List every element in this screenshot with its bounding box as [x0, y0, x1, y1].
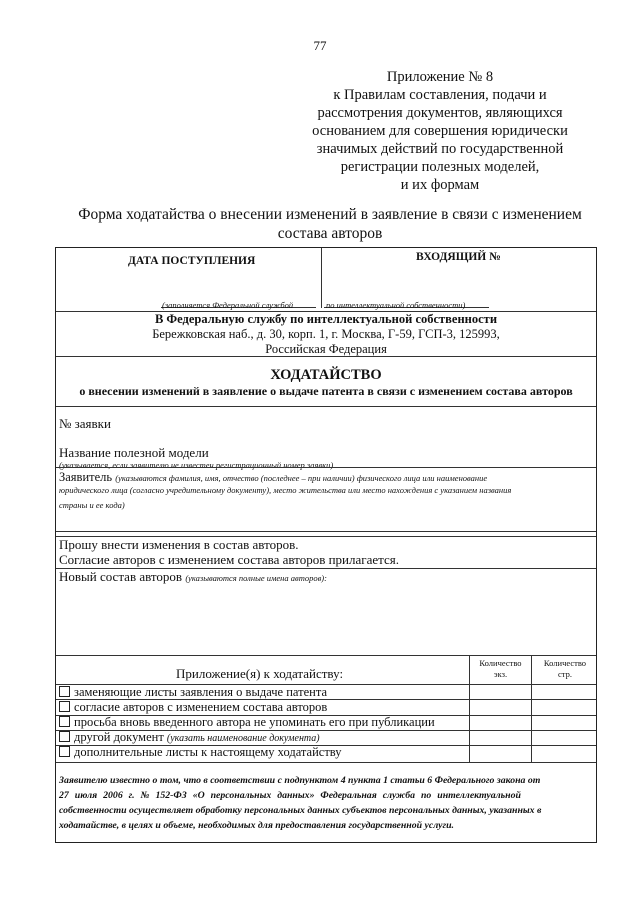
consent-notice-line: Заявителю известно о том, что в соответствии с подпунктом 4 пункта 1 статьи 6 Федерального закона от: [59, 775, 541, 786]
form-title-line: Форма ходатайства о внесении изменений в заявление в связи с изменением: [78, 206, 582, 223]
incoming-number-label: ВХОДЯЩИЙ №: [416, 251, 501, 263]
section-divider: [56, 356, 596, 357]
appendix-line: основанием для совершения юридически: [312, 123, 568, 139]
copies-column-header: Количество: [479, 658, 522, 668]
other-document-note: (указать наименование документа): [166, 733, 320, 744]
service-note-right: по интеллектуальной собственности): [326, 300, 466, 310]
appendix-heading: [290, 68, 590, 194]
attachment-item[interactable]: [59, 685, 327, 700]
application-number-field[interactable]: № заявки: [59, 416, 111, 431]
attachment-label: дополнительные листы к настоящему ходатайству: [74, 745, 342, 759]
header-divider: [321, 248, 322, 308]
address-country: Российская Федерация: [265, 342, 387, 356]
checkbox[interactable]: [59, 686, 70, 697]
appendix-line: рассмотрения документов, являющихся: [317, 105, 563, 121]
section-divider: [56, 531, 596, 532]
new-authors-note: (указываются полные имена авторов):: [185, 573, 327, 583]
appendix-line: и их формам: [400, 177, 480, 193]
attachment-item[interactable]: [59, 715, 435, 730]
model-name-note: (указывается, если заявителю не известен регистрационный номер заявки): [59, 460, 334, 470]
petition-form: [55, 247, 597, 843]
applicant-note: (указываются фамилия, имя, отчество (последнее – при наличии) физического лица или наименование: [115, 473, 488, 483]
form-title-line: состава авторов: [277, 225, 383, 242]
date-received-label: ДАТА ПОСТУПЛЕНИЯ: [128, 255, 256, 267]
attachment-label: просьба вновь введенного автора не упоминать его при публикации: [74, 715, 435, 729]
checkbox[interactable]: [59, 746, 70, 757]
applicant-label: Заявитель: [59, 470, 113, 484]
attachment-label: согласие авторов с изменением состава авторов: [74, 700, 328, 714]
appendix-line: регистрации полезных моделей,: [340, 159, 540, 175]
attachment-item[interactable]: [59, 745, 342, 760]
new-authors-field[interactable]: [59, 569, 327, 585]
page-number: 77: [313, 38, 327, 53]
address-street: Бережковская наб., д. 30, корп. 1, г. Москва, Г-59, ГСП-3, 125993,: [152, 327, 500, 341]
form-title: [60, 205, 600, 243]
checkbox[interactable]: [59, 731, 70, 742]
request-text: Прошу внести изменения в состав авторов.: [59, 537, 299, 552]
appendix-line: Приложение № 8: [386, 69, 494, 85]
section-divider: [56, 467, 596, 468]
section-divider: [56, 762, 596, 763]
consent-text: Согласие авторов с изменением состава авторов прилагается.: [59, 552, 399, 567]
attachment-item[interactable]: [59, 730, 320, 745]
consent-notice-line: 27 июля 2006 г. № 152-ФЗ «О персональных данных» Федеральная служба по интеллектуальной: [59, 790, 521, 801]
appendix-line: к Правилам составления, подачи и: [333, 87, 547, 103]
section-divider: [56, 406, 596, 407]
petition-subtitle: о внесении изменений в заявление о выдаче патента в связи с изменением состава авторов: [79, 384, 573, 398]
pages-column-header: стр.: [558, 669, 572, 679]
service-note-left: (заполняется Федеральной службой: [162, 300, 294, 310]
section-divider: [56, 655, 596, 656]
consent-notice-line: ходатайстве, в целях и объеме, необходимых для предоставления государственной услуги.: [59, 820, 455, 831]
attachment-label: другой документ: [74, 730, 164, 744]
applicant-note: юридического лица (согласно учредительному документу), место жительства или место нахождения с указанием названия: [59, 485, 512, 495]
applicant-field[interactable]: [59, 470, 487, 485]
attachment-label: заменяющие листы заявления о выдаче патента: [74, 685, 328, 699]
new-authors-label: Новый состав авторов: [59, 569, 183, 584]
attachments-header: Приложение(я) к ходатайству:: [176, 666, 344, 681]
address-recipient: В Федеральную службу по интеллектуальной собственности: [154, 312, 498, 326]
checkbox[interactable]: [59, 716, 70, 727]
utility-model-name-field[interactable]: Название полезной модели: [59, 445, 209, 460]
checkbox[interactable]: [59, 701, 70, 712]
consent-notice-line: собственности осуществляет обработку персональных данных субъектов персональных данных, указанных в: [59, 805, 542, 816]
copies-column-header: экз.: [493, 669, 508, 679]
applicant-note: страны и ее кода): [59, 500, 125, 510]
attachment-item[interactable]: [59, 700, 327, 715]
petition-title: ХОДАТАЙСТВО: [270, 367, 382, 383]
appendix-line: значимых действий по государственной: [316, 141, 564, 157]
pages-column-header: Количество: [543, 658, 587, 668]
